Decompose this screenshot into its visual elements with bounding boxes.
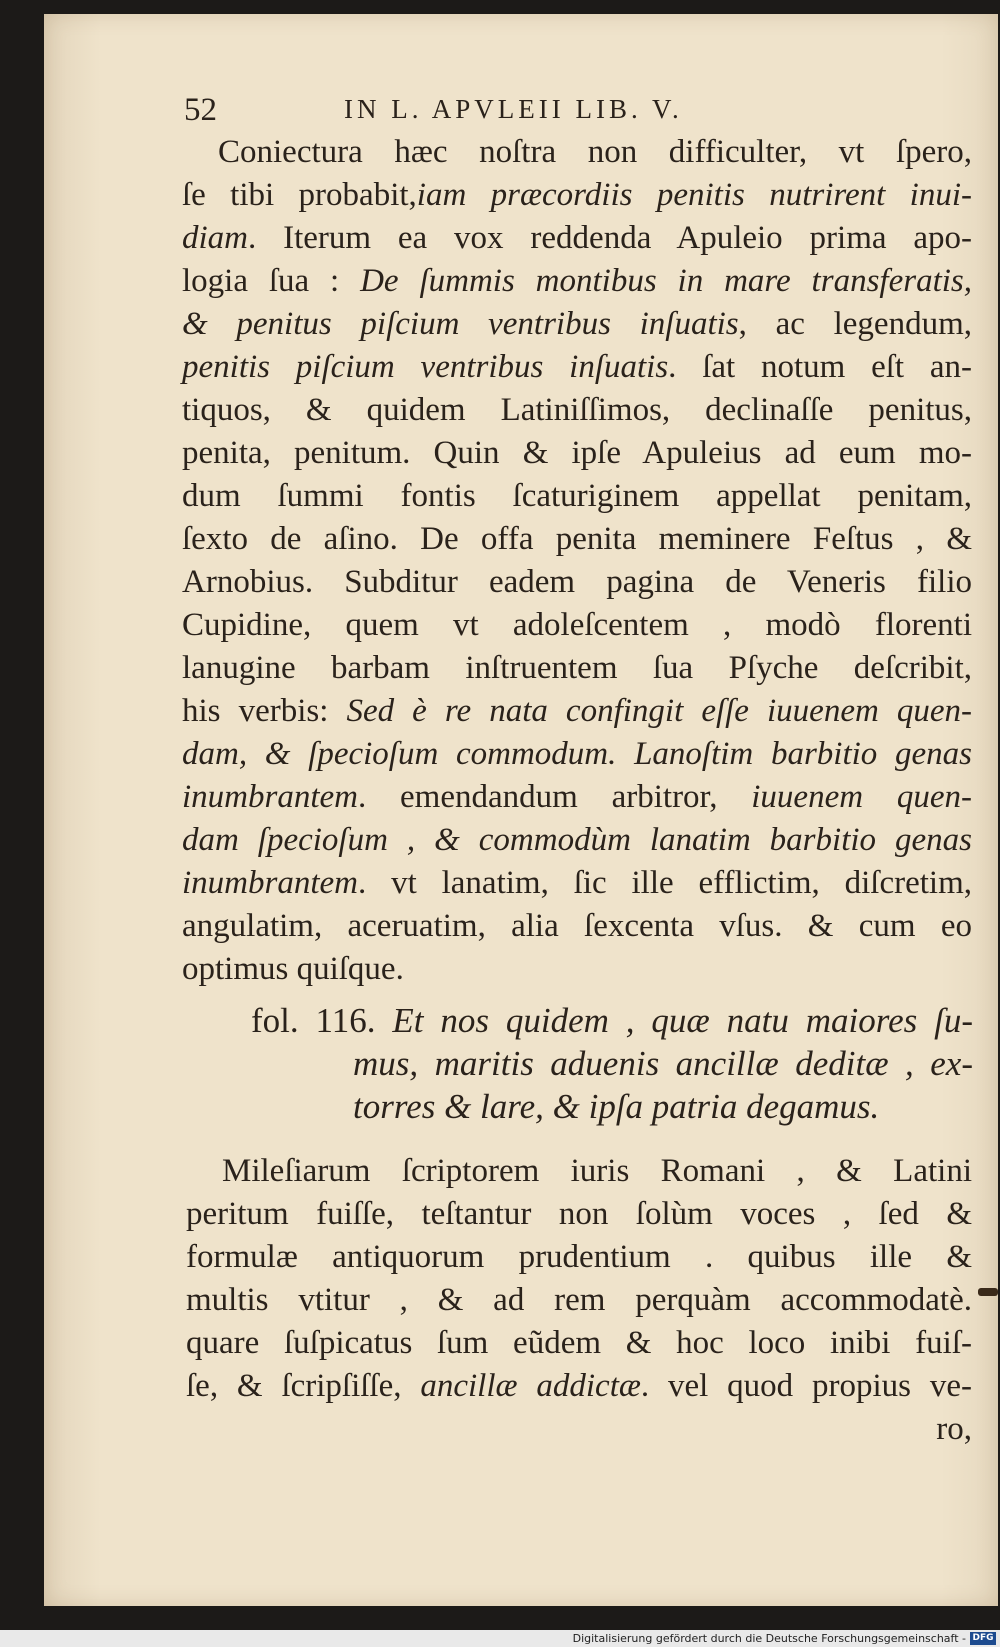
roman-segment: fol. 116. xyxy=(251,1001,393,1040)
text-line xyxy=(182,733,972,776)
text-line xyxy=(186,1236,972,1279)
roman-segment: ſe, & ſcripſiſſe, xyxy=(186,1368,421,1404)
text-line xyxy=(182,131,972,174)
text-line xyxy=(186,1408,972,1451)
italic-segment: inumbrantem xyxy=(182,779,358,815)
text-line xyxy=(182,303,972,346)
roman-segment: Arnobius. Subditur eadem pagina de Veneris filio xyxy=(182,564,972,600)
text-line xyxy=(182,561,972,604)
italic-segment: Sed è re nata confingit eſſe iuuenem quen- xyxy=(346,693,972,729)
roman-segment: angulatim, aceruatim, alia ſexcenta vſus. & cum eo xyxy=(182,908,972,944)
text-line xyxy=(182,260,972,303)
text-line xyxy=(186,1193,972,1236)
text-line xyxy=(182,432,972,475)
roman-segment: his verbis: xyxy=(182,693,347,729)
roman-segment: peritum fuiſſe, teſtantur non ſolùm voces , ſed & xyxy=(186,1196,972,1232)
italic-segment: dam, & ſpecioſum commodum. Lanoſtim barbitio genas xyxy=(182,736,972,772)
dfg-logo: DFG xyxy=(970,1632,996,1645)
text-line xyxy=(251,1042,973,1085)
roman-segment: Cupidine, quem vt adoleſcentem , modò florenti xyxy=(182,607,972,643)
roman-segment: Mileſiarum ſcriptorem iuris Romani , & Latini xyxy=(222,1153,972,1189)
text-line xyxy=(182,475,972,518)
roman-segment: lanugine barbam inſtruentem ſua Pſyche deſcribit, xyxy=(182,650,972,686)
text-line xyxy=(182,776,972,819)
roman-segment: . vt lanatim, ſic ille efflictim, diſcretim, xyxy=(358,865,972,901)
roman-segment: tiquos, & quidem Latiniſſimos, declinaſſe penitus, xyxy=(182,392,972,428)
text-line xyxy=(182,518,972,561)
text-line xyxy=(186,1150,972,1193)
italic-segment: iam præcordiis penitis nutrirent inui- xyxy=(416,177,973,213)
italic-segment: dam ſpecioſum , & commodùm lanatim barbitio genas xyxy=(182,822,972,858)
roman-segment: . Iterum ea vox reddenda Apuleio prima apo- xyxy=(248,220,972,256)
text-line xyxy=(182,819,972,862)
italic-segment: iuuenem quen- xyxy=(751,779,972,815)
italic-segment: diam xyxy=(182,220,248,256)
text-line xyxy=(251,1085,973,1128)
text-line xyxy=(182,948,972,991)
roman-segment: ro, xyxy=(936,1411,972,1447)
italic-segment: mus, maritis aduenis ancillæ deditæ , ex- xyxy=(353,1044,973,1083)
book-page xyxy=(44,14,998,1606)
text-line xyxy=(182,604,972,647)
running-title: IN L. APVLEII LIB. V. xyxy=(344,94,683,124)
roman-segment: , ac legendum, xyxy=(738,306,972,342)
text-line xyxy=(251,999,973,1042)
roman-segment: . emendandum arbitror, xyxy=(358,779,752,815)
roman-segment: penita, penitum. Quin & ipſe Apuleius ad eum mo- xyxy=(182,435,972,471)
roman-segment: dum ſummi fontis ſcaturiginem appellat penitam, xyxy=(182,478,972,514)
text-line xyxy=(182,647,972,690)
roman-segment: . vel quod propius ve- xyxy=(640,1368,972,1404)
italic-segment: penitis piſcium ventribus inſuatis xyxy=(182,349,669,385)
digitization-footer xyxy=(0,1630,1000,1647)
italic-segment: ancillæ addictæ xyxy=(420,1368,641,1404)
roman-segment: multis vtitur , & ad rem perquàm accommodatè. xyxy=(186,1282,972,1318)
roman-segment: logia ſua : xyxy=(182,263,361,299)
roman-segment: . ſat notum eſt an- xyxy=(668,349,972,385)
page-number: 52 xyxy=(184,92,217,128)
paragraph-2 xyxy=(186,1150,972,1451)
text-line xyxy=(182,690,972,733)
italic-segment: Et nos quidem , quæ natu maiores ſu- xyxy=(392,1001,973,1040)
roman-segment: quare ſuſpicatus ſum eũdem & hoc loco inibi fuiſ- xyxy=(186,1325,972,1361)
italic-segment: torres & lare, & ipſa patria degamus. xyxy=(353,1087,880,1126)
page-edge-marker xyxy=(978,1288,998,1296)
italic-segment: & penitus piſcium ventribus inſuatis xyxy=(182,306,739,342)
text-line xyxy=(186,1279,972,1322)
text-line xyxy=(182,389,972,432)
text-line xyxy=(182,905,972,948)
text-line xyxy=(186,1322,972,1365)
roman-segment: ſexto de aſino. De offa penita meminere Feſtus , & xyxy=(182,521,972,557)
roman-segment: Coniectura hæc noſtra non difficulter, vt ſpero, xyxy=(218,134,972,170)
italic-segment: inumbrantem xyxy=(182,865,358,901)
roman-segment: optimus quiſque. xyxy=(182,951,404,987)
text-line xyxy=(186,1365,972,1408)
italic-segment: De ſummis montibus in mare transferatis, xyxy=(360,263,972,299)
page-header xyxy=(44,92,998,128)
roman-segment: formulæ antiquorum prudentium . quibus ille & xyxy=(186,1239,972,1275)
text-line xyxy=(182,346,972,389)
text-line xyxy=(182,862,972,905)
lemma-quotation xyxy=(251,999,973,1128)
footer-credit: Digitalisierung gefördert durch die Deutsche Forschungsgemeinschaft - xyxy=(572,1632,966,1645)
paragraph-1 xyxy=(182,131,972,991)
text-line xyxy=(182,174,972,217)
roman-segment: ſe tibi probabit, xyxy=(182,177,417,213)
text-line xyxy=(182,217,972,260)
